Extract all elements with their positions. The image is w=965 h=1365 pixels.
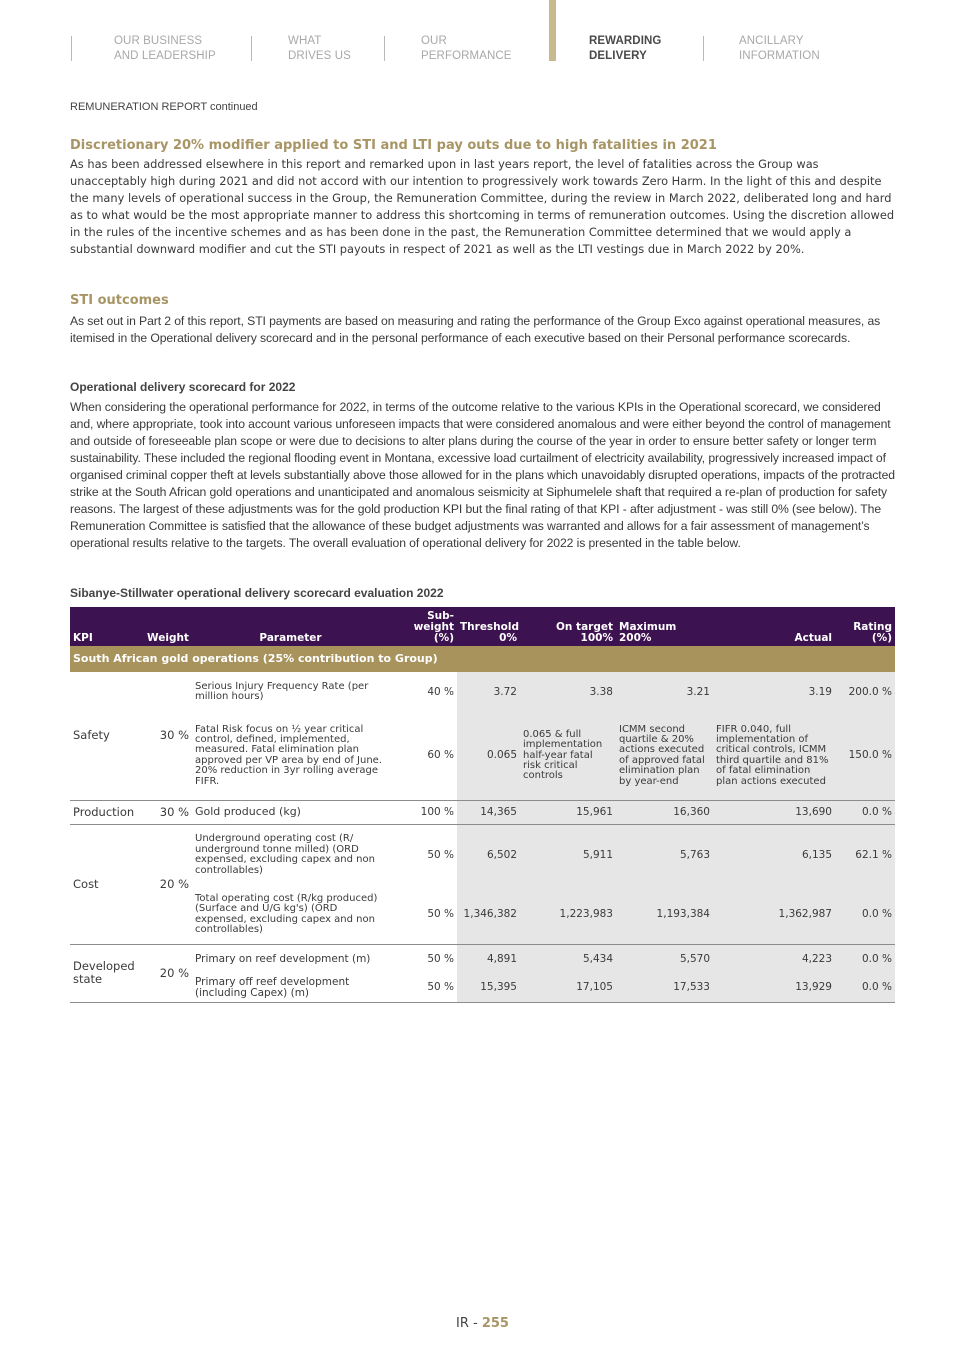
nav-item-rewarding-delivery[interactable] (589, 34, 661, 64)
col-header-weight: Weight (144, 607, 192, 646)
threshold-cell: 0.065 (457, 712, 520, 800)
nav-label-line1: REWARDING (589, 35, 662, 47)
table-row (70, 800, 895, 824)
maximum-cell: ICMM second quartile & 20% actions executed of approved fatal elimination plan by year-end (616, 712, 713, 800)
table-row (70, 824, 895, 886)
nav-divider (703, 36, 704, 61)
threshold-cell: 1,346,382 (457, 886, 520, 944)
section-body: When considering the operational performance for 2022, in terms of the outcome relative to the various KPIs in the Operational scorecard, we considered and, where appropriate, took into account various unforeseen impacts that were considered anomalous and were either beyond the control of management and outside of foreseeable plan scope or were due to decisions to alter plans during the course of the year in order to ensure better safety or longer term sustainability. These included the regional flooding event in Montana, excessive load curtailment of electricity availability, progressively increased impact of organised criminal copper theft at levels substantially above those allowed for in the plans which unavoidably disrupted operations, impacts of the protracted strike at the South African gold operations and unanticipated and anomalous seismicity at Siphumelele shaft that required a re-plan of production for safety reasons. The largest of these adjustments was for the gold production KPI but the final rating of that KPI - after adjustment - was still 0% (see below). The Remuneration Committee is satisfied that the allowance of these budget adjustments was warranted and allows for a fair assessment of management’s operational results relative to the targets. The overall evaluation of operational delivery for 2022 is presented in the table below. (70, 400, 895, 550)
parameter-cell: Serious Injury Frequency Rate (per million hours) (195, 680, 369, 702)
col-header-parameter: Parameter (192, 607, 389, 646)
nav-divider (71, 36, 72, 61)
footer-prefix: IR - (456, 1316, 482, 1331)
table-group-row (70, 646, 895, 672)
threshold-cell: 15,395 (457, 974, 520, 1002)
subweight-cell: 50 % (389, 886, 457, 944)
col-header-actual: Actual (713, 607, 835, 646)
page-number: 255 (481, 1316, 509, 1331)
kpi-cell: Production (70, 800, 144, 824)
sti-outcomes-section (70, 292, 895, 347)
section-navigation (0, 0, 965, 70)
maximum-cell: 1,193,384 (616, 886, 713, 944)
section-body: As has been addressed elsewhere in this report and remarked upon in last years report, the level of fatalities across the Group was unacceptably high during 2021 and did not accord with our intention to progressively work towards Zero Harm. In the light of this and despite the many levels of operational success in the Group, the Remuneration Committee, during the review in March 2022, deliberated long and hard as to what would be the most appropriate manner to address this shortcoming in terms of remuneration outcomes. Using the discretion allowed in the rules of the incentive schemes and as has been done in the past, the Remuneration Committee determined that we would apply a substantial downward modifier and cut the STI payouts in respect of 2021 as well as the LTI vestings due in March 2022 by 20%. (70, 157, 895, 256)
kpi-cell: Cost (70, 824, 144, 944)
actual-cell: 13,929 (713, 974, 835, 1002)
kpi-cell: Developed state (70, 944, 144, 1002)
rating-cell: 62.1 % (835, 824, 895, 886)
threshold-cell: 3.72 (457, 672, 520, 712)
table-title: Sibanye-Stillwater operational delivery scorecard evaluation 2022 (70, 586, 444, 600)
on-target-cell: 1,223,983 (520, 886, 616, 944)
scorecard-table (70, 607, 895, 1003)
weight-cell: 20 % (144, 944, 192, 1002)
weight-cell: 20 % (144, 824, 192, 944)
col-header-kpi: KPI (70, 607, 144, 646)
subweight-cell: 50 % (427, 952, 454, 965)
table-header-row (70, 607, 895, 646)
maximum-cell: 17,533 (616, 974, 713, 1002)
rating-cell: 0.0 % (835, 800, 895, 824)
parameter-cell: Gold produced (kg) (192, 800, 389, 824)
rating-cell: 0.0 % (835, 886, 895, 944)
threshold-cell: 14,365 (457, 800, 520, 824)
actual-cell: FIFR 0.040, full implementation of critical controls, ICMM third quartile and 81% of fatal elimination plan actions executed (713, 712, 835, 800)
table-row (70, 944, 895, 974)
on-target-cell: 3.38 (520, 672, 616, 712)
nav-label-line1: OUR BUSINESS (114, 35, 203, 47)
parameter-cell: Primary off reef development (including Capex) (m) (192, 974, 389, 1002)
actual-cell: 4,223 (713, 944, 835, 974)
subweight-cell: 50 % (389, 974, 457, 1002)
on-target-cell: 17,105 (520, 974, 616, 1002)
col-header-on-target: On target 100% (520, 607, 616, 646)
on-target-cell: 5,911 (520, 824, 616, 886)
rating-cell: 0.0 % (835, 944, 895, 974)
active-section-marker (549, 0, 556, 61)
threshold-cell: 4,891 (457, 944, 520, 974)
on-target-cell: 15,961 (520, 800, 616, 824)
subweight-cell: 60 % (389, 712, 457, 800)
table-row (70, 886, 895, 944)
parameter-cell: Underground operating cost (R/ underground tonne milled) (ORD expensed, excluding capex and non controllables) (195, 833, 375, 876)
nav-label-line1: WHAT (288, 35, 322, 47)
actual-cell: 1,362,987 (713, 886, 835, 944)
col-header-subweight: Sub-weight (%) (389, 607, 457, 646)
nav-label-line2: DELIVERY (589, 50, 647, 62)
subweight-cell: 100 % (389, 800, 457, 824)
nav-label-line1: OUR (421, 35, 447, 47)
nav-label-line2: DRIVES US (288, 50, 351, 62)
section-body: As set out in Part 2 of this report, STI payments are based on measuring and rating the performance of the Group Exco against operational measures, as itemised in the Operational delivery scorecard and in the personal performance of each executive based on their Personal performance scorecards. (70, 314, 881, 345)
col-header-rating: Rating (%) (835, 607, 895, 646)
parameter-cell: Fatal Risk focus on ½ year critical control, defined, implemented, measured. Fatal elimination plan approved per VP area by end of June. 20% reduction in 3yr rolling average FIFR. (192, 712, 389, 800)
nav-label-line1: ANCILLARY (739, 35, 804, 47)
rating-cell: 200.0 % (835, 672, 895, 712)
nav-item-ancillary-information[interactable] (739, 34, 820, 64)
col-header-maximum: Maximum 200% (616, 607, 713, 646)
weight-cell: 30 % (144, 672, 192, 800)
subweight-cell: 50 % (427, 848, 454, 861)
parameter-cell: Total operating cost (R/kg produced) (Surface and U/G kg's) (ORD expensed, excluding capex and non controllables) (192, 886, 389, 944)
maximum-cell: 5,570 (616, 944, 713, 974)
page-footer (0, 1316, 965, 1331)
table-title-block (70, 585, 895, 601)
table-row (70, 712, 895, 800)
group-label: South African gold operations (25% contribution to Group) (70, 646, 895, 672)
subweight-cell: 40 % (427, 685, 454, 698)
nav-label-line2: PERFORMANCE (421, 50, 512, 62)
rating-cell: 150.0 % (835, 712, 895, 800)
kpi-cell: Safety (70, 672, 144, 800)
on-target-cell: 5,434 (520, 944, 616, 974)
col-header-threshold: Threshold 0% (457, 607, 520, 646)
nav-item-what-drives-us[interactable] (288, 34, 351, 64)
maximum-cell: 5,763 (616, 824, 713, 886)
table-row (70, 974, 895, 1002)
nav-item-our-business[interactable] (114, 34, 216, 64)
parameter-cell: Primary on reef development (m) (195, 953, 371, 966)
operational-scorecard-section (70, 379, 895, 552)
table-row (70, 672, 895, 712)
nav-label-line2: AND LEADERSHIP (114, 50, 216, 62)
maximum-cell: 16,360 (616, 800, 713, 824)
actual-cell: 13,690 (713, 800, 835, 824)
nav-label-line2: INFORMATION (739, 50, 820, 62)
nav-item-our-performance[interactable] (421, 34, 512, 64)
nav-divider (384, 36, 385, 61)
section-heading: STI outcomes (70, 293, 169, 308)
subsection-heading: Operational delivery scorecard for 2022 (70, 380, 296, 394)
rating-cell: 0.0 % (835, 974, 895, 1002)
weight-cell: 30 % (144, 800, 192, 824)
maximum-cell: 3.21 (616, 672, 713, 712)
running-head: REMUNERATION REPORT continued (70, 101, 258, 113)
discretionary-section (70, 137, 895, 258)
actual-cell: 3.19 (713, 672, 835, 712)
actual-cell: 6,135 (713, 824, 835, 886)
threshold-cell: 6,502 (457, 824, 520, 886)
section-heading: Discretionary 20% modifier applied to STI and LTI pay outs due to high fatalities in 2021 (70, 138, 717, 153)
nav-divider (251, 36, 252, 61)
on-target-cell: 0.065 & full implementation half-year fatal risk critical controls (520, 712, 616, 800)
